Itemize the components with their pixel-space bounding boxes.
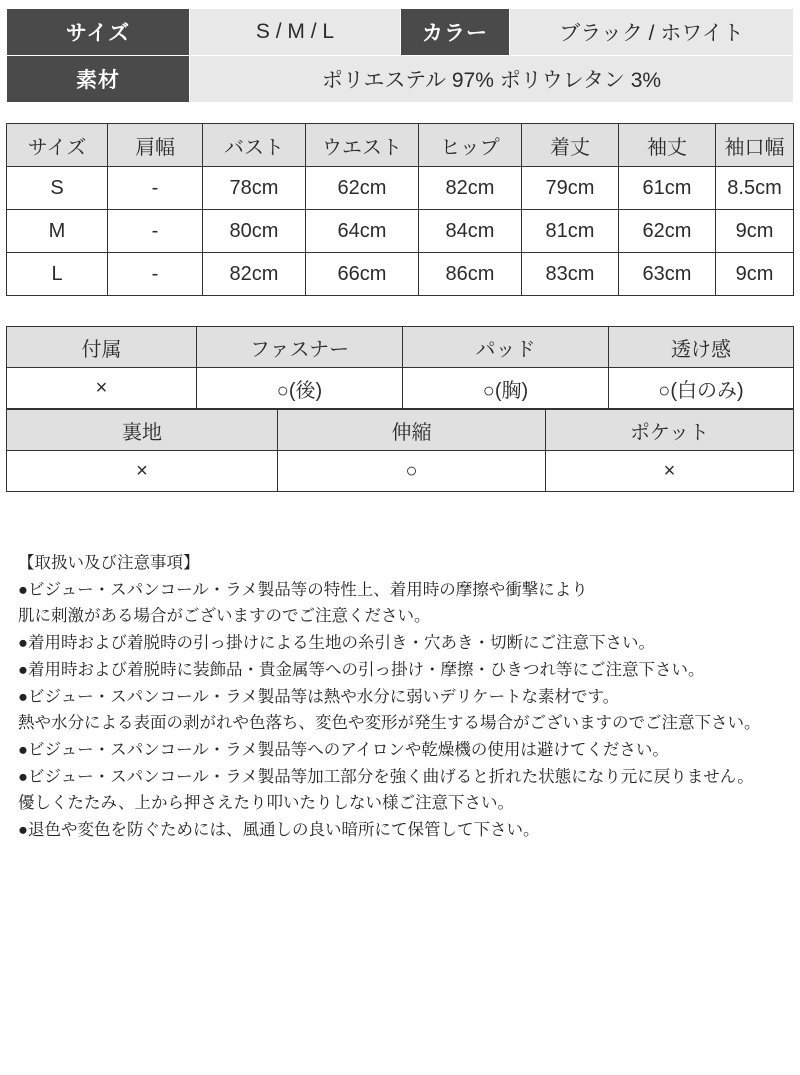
spec-material-label: 素材: [7, 56, 190, 103]
table-row: [7, 451, 794, 492]
size-col-header: 着丈: [522, 124, 619, 167]
size-cell: 86cm: [419, 253, 522, 296]
spec-material-value: ポリエステル 97% ポリウレタン 3%: [190, 56, 794, 103]
spec-color-value: ブラック / ホワイト: [510, 9, 794, 56]
size-cell: L: [7, 253, 108, 296]
size-cell: 79cm: [522, 167, 619, 210]
size-col-header: バスト: [203, 124, 306, 167]
table-row: [7, 56, 794, 103]
feature-header: 付属: [7, 327, 197, 368]
table-row: [7, 9, 794, 56]
size-cell: -: [108, 210, 203, 253]
note-line: ●着用時および着脱時に装飾品・貴金属等への引っ掛け・摩擦・ひきつれ等にご注意下さい。: [18, 660, 705, 679]
size-cell: 82cm: [203, 253, 306, 296]
size-cell: S: [7, 167, 108, 210]
size-cell: 63cm: [619, 253, 716, 296]
feature-header: パッド: [403, 327, 609, 368]
table-row: [7, 210, 794, 253]
note-line: ●ビジュー・スパンコール・ラメ製品等加工部分を強く曲げると折れた状態になり元に戻りません。: [18, 767, 754, 786]
feature-value: ×: [7, 368, 197, 409]
size-cell: 9cm: [716, 253, 794, 296]
spec-size-value: S / M / L: [190, 9, 401, 56]
size-cell: 62cm: [619, 210, 716, 253]
size-cell: 82cm: [419, 167, 522, 210]
size-cell: -: [108, 167, 203, 210]
spec-summary-table: [6, 8, 794, 103]
table-header-row: [7, 124, 794, 167]
table-header-row: [7, 410, 794, 451]
table-row: [7, 167, 794, 210]
size-cell: 8.5cm: [716, 167, 794, 210]
size-cell: 80cm: [203, 210, 306, 253]
size-cell: M: [7, 210, 108, 253]
feature-table-secondary: [6, 409, 794, 492]
notes-title: 【取扱い及び注意事項】: [18, 554, 200, 572]
size-cell: 81cm: [522, 210, 619, 253]
size-cell: 61cm: [619, 167, 716, 210]
feature-value: ×: [546, 451, 794, 492]
product-spec-page: [0, 8, 800, 844]
feature-table-primary: [6, 326, 794, 409]
feature-header: ファスナー: [197, 327, 403, 368]
size-cell: 66cm: [306, 253, 419, 296]
size-measurement-table: [6, 123, 794, 296]
note-line: ●ビジュー・スパンコール・ラメ製品等は熱や水分に弱いデリケートな素材です。: [18, 687, 620, 706]
feature-value: ○(白のみ): [609, 368, 794, 409]
feature-header: 裏地: [7, 410, 278, 451]
feature-value: ○(後): [197, 368, 403, 409]
note-line: ●退色や変色を防ぐためには、風通しの良い暗所にて保管して下さい。: [18, 821, 540, 840]
note-line: ●着用時および着脱時の引っ掛けによる生地の糸引き・穴あき・切断にご注意下さい。: [18, 634, 655, 653]
care-notes-section: [18, 550, 788, 844]
feature-header: 伸縮: [278, 410, 546, 451]
table-header-row: [7, 327, 794, 368]
size-col-header: 袖口幅: [716, 124, 794, 167]
size-col-header: 袖丈: [619, 124, 716, 167]
size-col-header: サイズ: [7, 124, 108, 167]
table-row: [7, 368, 794, 409]
note-line: 肌に刺激がある場合がございますのでご注意ください。: [18, 607, 431, 626]
table-row: [7, 253, 794, 296]
size-cell: 64cm: [306, 210, 419, 253]
note-line: 熱や水分による表面の剥がれや色落ち、変色や変形が発生する場合がございますのでご注意下さい。: [18, 714, 761, 733]
size-cell: 62cm: [306, 167, 419, 210]
note-line: ●ビジュー・スパンコール・ラメ製品等の特性上、着用時の摩擦や衝撃により: [18, 580, 588, 599]
size-col-header: 肩幅: [108, 124, 203, 167]
feature-value: ○: [278, 451, 546, 492]
feature-value: ○(胸): [403, 368, 609, 409]
size-col-header: ヒップ: [419, 124, 522, 167]
note-line: 優しくたたみ、上から押さえたり叩いたりしない様ご注意下さい。: [18, 794, 514, 813]
size-cell: -: [108, 253, 203, 296]
size-cell: 78cm: [203, 167, 306, 210]
note-line: ●ビジュー・スパンコール・ラメ製品等へのアイロンや乾燥機の使用は避けてください。: [18, 741, 669, 760]
feature-header: ポケット: [546, 410, 794, 451]
size-cell: 83cm: [522, 253, 619, 296]
spec-size-label: サイズ: [7, 9, 190, 56]
size-cell: 9cm: [716, 210, 794, 253]
size-col-header: ウエスト: [306, 124, 419, 167]
spec-color-label: カラー: [401, 9, 510, 56]
size-cell: 84cm: [419, 210, 522, 253]
feature-header: 透け感: [609, 327, 794, 368]
feature-value: ×: [7, 451, 278, 492]
